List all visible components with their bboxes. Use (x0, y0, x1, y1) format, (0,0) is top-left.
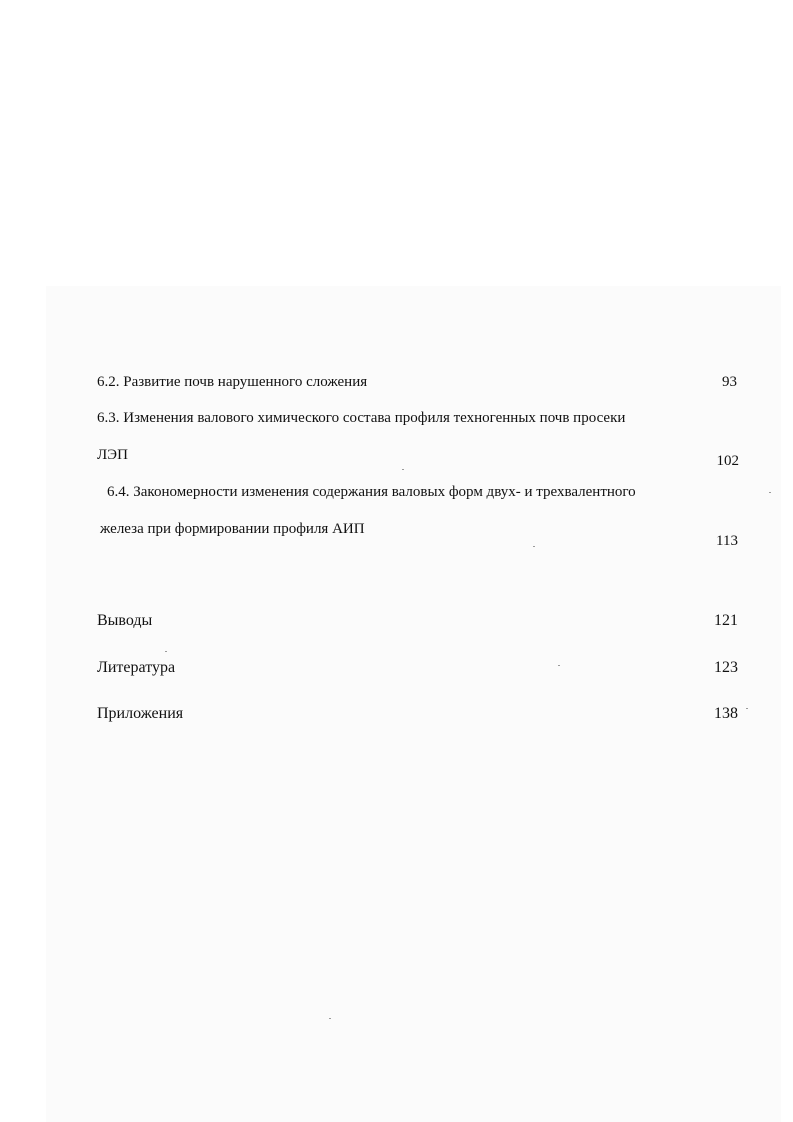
toc-entry-6-2 (97, 375, 367, 390)
toc-page-number: 121 (714, 612, 738, 629)
toc-section-appendices: Приложения (97, 705, 184, 722)
toc-entry-title-line2: железа при формировании профиля АИП (100, 521, 365, 537)
toc-entry-title-line1: Изменения валового химического состава профиля техногенных почв просеки (123, 410, 626, 426)
scan-speck (746, 708, 748, 709)
toc-page-number: 113 (716, 533, 738, 549)
toc-entry-number: 6.3. (97, 410, 120, 426)
toc-entry-title: Развитие почв нарушенного сложения (123, 374, 368, 390)
toc-page-number: 138 (714, 705, 738, 722)
toc-section-conclusions: Выводы (97, 612, 153, 629)
toc-page-number: 123 (714, 659, 738, 676)
toc-page-number: 102 (716, 453, 739, 469)
scan-speck (402, 469, 404, 470)
toc-entry-title-line2: ЛЭП (97, 447, 128, 463)
toc-entry-6-4 (107, 485, 636, 500)
toc-entry-number: 6.2. (97, 374, 120, 390)
scan-speck (533, 546, 535, 547)
toc-entry-number: 6.4. (107, 484, 130, 500)
scan-speck (165, 651, 167, 652)
toc-section-literature: Литература (97, 659, 176, 676)
toc-entry-6-3 (97, 411, 625, 426)
scan-speck (329, 1018, 331, 1019)
toc-entry-title-line1: Закономерности изменения содержания валовых форм двух- и трехвалентного (133, 484, 636, 500)
toc-page-number: 93 (722, 374, 737, 390)
scan-speck (769, 492, 771, 493)
scan-speck (558, 665, 560, 666)
